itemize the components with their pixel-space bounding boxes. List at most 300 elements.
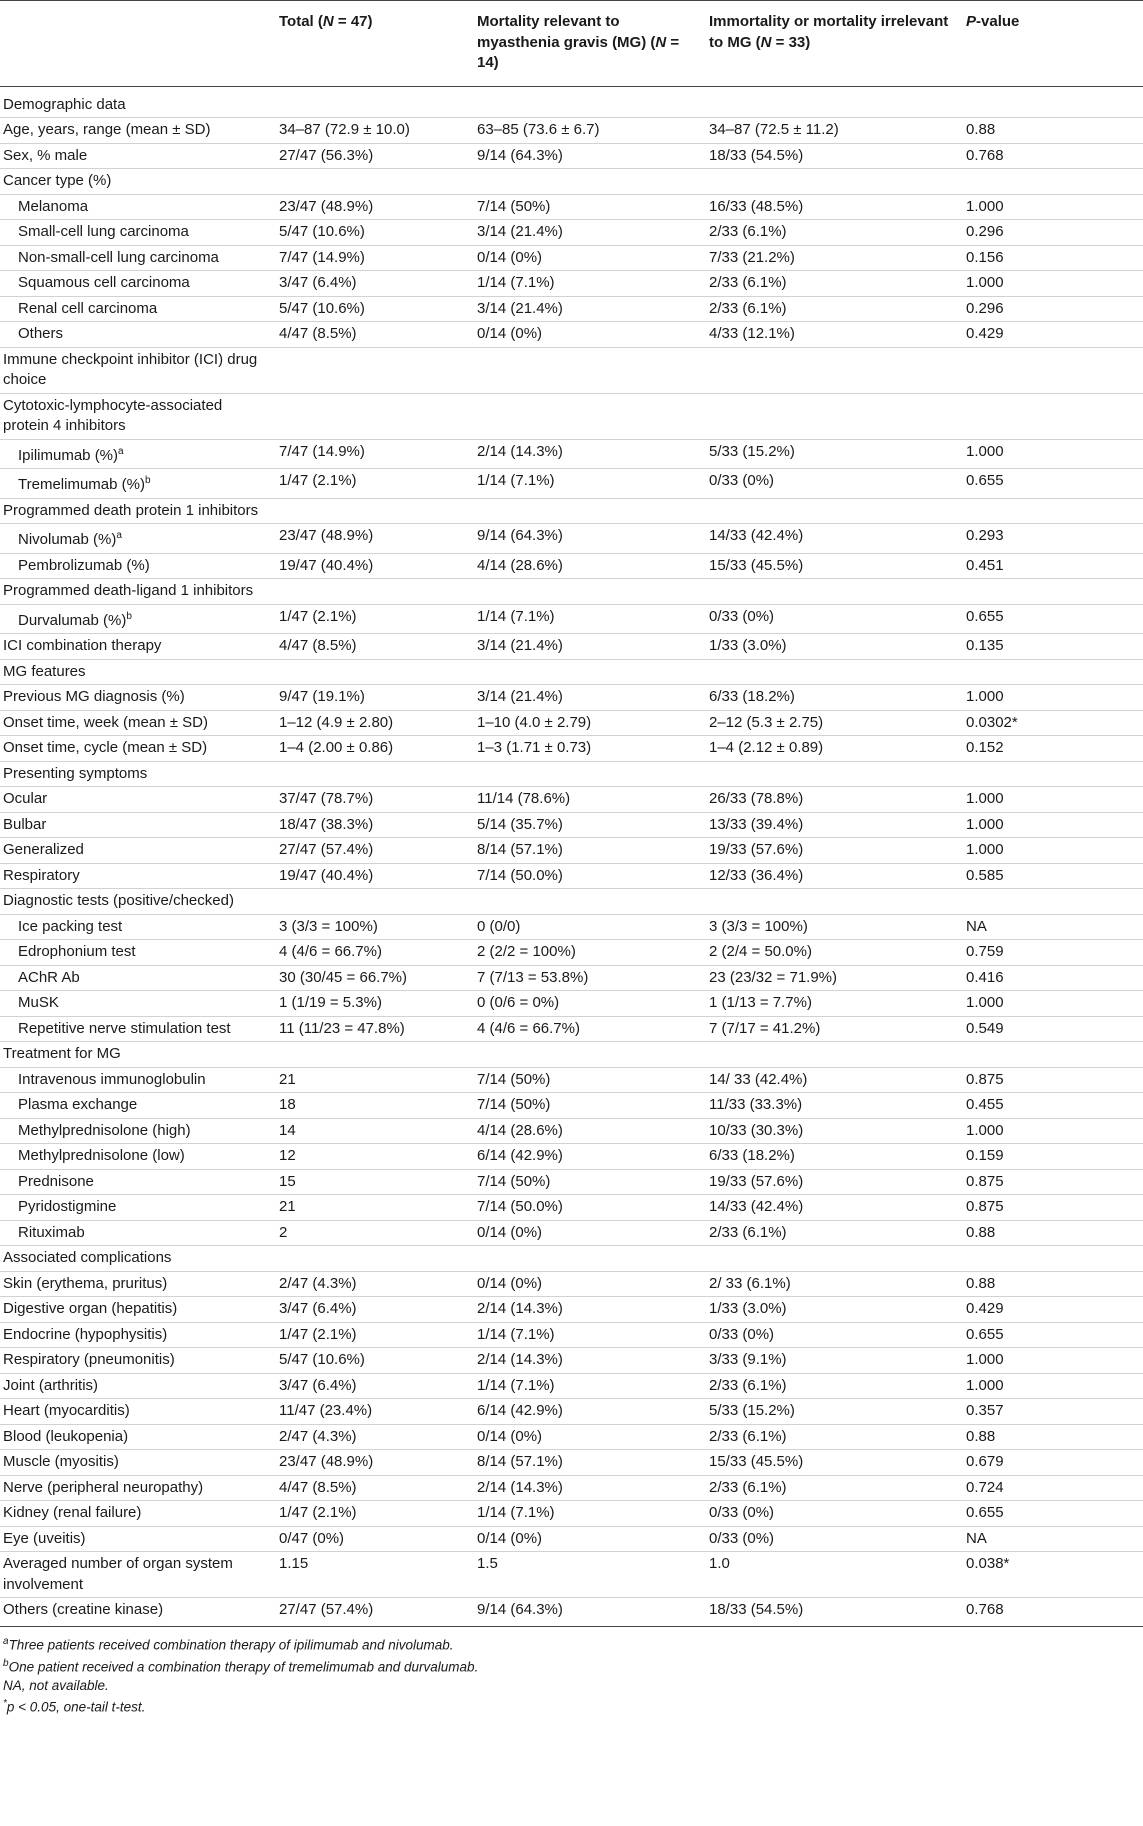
cell-immortality	[706, 393, 963, 439]
row-label-text: Age, years, range (mean ± SD)	[3, 121, 211, 138]
cell-p-value: 1.000	[963, 271, 1143, 297]
cell-p-value: 1.000	[963, 1348, 1143, 1374]
cell-mortality-mg: 8/14 (57.1%)	[474, 1450, 706, 1476]
cell-mortality-mg: 1–3 (1.71 ± 0.73)	[474, 736, 706, 762]
cell-immortality: 13/33 (39.4%)	[706, 812, 963, 838]
cell-p-value	[963, 659, 1143, 685]
footnote-marker: b	[144, 475, 151, 486]
cell-p-value: 0.357	[963, 1399, 1143, 1425]
row-label	[0, 1598, 276, 1627]
cell-immortality: 2/33 (6.1%)	[706, 1424, 963, 1450]
row-label	[0, 118, 276, 144]
cell-total: 1/47 (2.1%)	[276, 604, 474, 634]
row-label	[0, 761, 276, 787]
cell-immortality	[706, 1042, 963, 1068]
cell-mortality-mg: 0/14 (0%)	[474, 1220, 706, 1246]
table-row	[0, 1399, 1143, 1425]
cell-mortality-mg: 3/14 (21.4%)	[474, 220, 706, 246]
cell-immortality: 0/33 (0%)	[706, 469, 963, 499]
table-row	[0, 1093, 1143, 1119]
cell-p-value	[963, 169, 1143, 195]
cell-total: 18	[276, 1093, 474, 1119]
cell-total: 7/47 (14.9%)	[276, 245, 474, 271]
cell-mortality-mg: 2/14 (14.3%)	[474, 1348, 706, 1374]
table-row	[0, 1373, 1143, 1399]
row-label	[0, 710, 276, 736]
cell-total: 1/47 (2.1%)	[276, 1322, 474, 1348]
cell-p-value	[963, 1246, 1143, 1272]
table-body	[0, 86, 1143, 1626]
row-label-text: Skin (erythema, pruritus)	[3, 1274, 168, 1292]
cell-immortality	[706, 86, 963, 118]
cell-p-value: 0.152	[963, 736, 1143, 762]
cell-total: 1–12 (4.9 ± 2.80)	[276, 710, 474, 736]
cell-total	[276, 1042, 474, 1068]
cell-p-value: 0.135	[963, 634, 1143, 660]
cell-immortality: 0/33 (0%)	[706, 604, 963, 634]
cell-p-value: 0.451	[963, 553, 1143, 579]
cell-p-value	[963, 761, 1143, 787]
header-immortality: Immortality or mortality irrelevant to MG (N = 33)	[706, 1, 963, 87]
table-row	[0, 1220, 1143, 1246]
cell-mortality-mg: 3/14 (21.4%)	[474, 634, 706, 660]
cell-immortality: 0/33 (0%)	[706, 1526, 963, 1552]
cell-mortality-mg: 9/14 (64.3%)	[474, 143, 706, 169]
cell-total	[276, 761, 474, 787]
cell-mortality-mg: 7/14 (50%)	[474, 194, 706, 220]
row-label-text: Pembrolizumab (%)	[18, 556, 150, 574]
cell-mortality-mg	[474, 393, 706, 439]
cell-total: 2/47 (4.3%)	[276, 1424, 474, 1450]
row-label	[0, 1271, 276, 1297]
row-label-text: Heart (myocarditis)	[3, 1402, 130, 1419]
row-label	[0, 498, 276, 524]
cell-total: 30 (30/45 = 66.7%)	[276, 965, 474, 991]
cell-total: 21	[276, 1067, 474, 1093]
cell-p-value: 0.768	[963, 143, 1143, 169]
cell-mortality-mg: 0/14 (0%)	[474, 1526, 706, 1552]
table-row	[0, 710, 1143, 736]
cell-mortality-mg: 4/14 (28.6%)	[474, 1118, 706, 1144]
cell-immortality: 1/33 (3.0%)	[706, 634, 963, 660]
table-row	[0, 498, 1143, 524]
table-row	[0, 1016, 1143, 1042]
cell-total: 12	[276, 1144, 474, 1170]
row-label-text: ICI combination therapy	[3, 637, 162, 654]
cell-p-value	[963, 1042, 1143, 1068]
row-label-text: MuSK	[18, 994, 59, 1011]
table-row	[0, 1042, 1143, 1068]
cell-p-value: 0.875	[963, 1195, 1143, 1221]
footnote-text: Three patients received combination therapy of ipilimumab and nivolumab.	[8, 1637, 454, 1652]
cell-mortality-mg: 2 (2/2 = 100%)	[474, 940, 706, 966]
cell-mortality-mg	[474, 1246, 706, 1272]
cell-immortality: 15/33 (45.5%)	[706, 553, 963, 579]
cell-total	[276, 498, 474, 524]
cell-p-value: 0.655	[963, 1501, 1143, 1527]
cell-total: 0/47 (0%)	[276, 1526, 474, 1552]
row-label	[0, 940, 276, 966]
cell-total: 5/47 (10.6%)	[276, 1348, 474, 1374]
cell-mortality-mg	[474, 498, 706, 524]
cell-total: 14	[276, 1118, 474, 1144]
cell-p-value: 0.768	[963, 1598, 1143, 1627]
cell-mortality-mg: 9/14 (64.3%)	[474, 1598, 706, 1627]
table-row	[0, 812, 1143, 838]
row-label-text: Sex, % male	[3, 146, 88, 164]
cell-total: 4 (4/6 = 66.7%)	[276, 940, 474, 966]
cell-p-value: 0.455	[963, 1093, 1143, 1119]
row-label	[0, 812, 276, 838]
row-label	[0, 194, 276, 220]
footnote-marker: a	[116, 530, 122, 541]
table-footnotes	[0, 1627, 1143, 1718]
row-label-text: Previous MG diagnosis (%)	[3, 688, 185, 705]
cell-p-value: 1.000	[963, 991, 1143, 1017]
cell-total: 3/47 (6.4%)	[276, 271, 474, 297]
cell-mortality-mg: 7 (7/13 = 53.8%)	[474, 965, 706, 991]
cell-mortality-mg: 7/14 (50%)	[474, 1093, 706, 1119]
table-row	[0, 736, 1143, 762]
row-label-text: Treatment for MG	[3, 1045, 121, 1062]
header-label-column	[0, 1, 276, 87]
row-label-text: Respiratory (pneumonitis)	[3, 1351, 175, 1368]
cell-p-value: 0.429	[963, 322, 1143, 348]
row-label	[0, 469, 276, 499]
cell-immortality: 0/33 (0%)	[706, 1501, 963, 1527]
cell-mortality-mg: 0 (0/6 = 0%)	[474, 991, 706, 1017]
cell-total	[276, 659, 474, 685]
table-row	[0, 940, 1143, 966]
row-label	[0, 1348, 276, 1374]
table-row	[0, 271, 1143, 297]
cell-mortality-mg: 7/14 (50%)	[474, 1169, 706, 1195]
cell-total	[276, 579, 474, 605]
cell-total: 23/47 (48.9%)	[276, 194, 474, 220]
row-label	[0, 1093, 276, 1119]
cell-total	[276, 393, 474, 439]
cell-total: 27/47 (57.4%)	[276, 838, 474, 864]
row-label-text: Renal cell carcinoma	[18, 299, 158, 317]
cell-p-value: 0.585	[963, 863, 1143, 889]
footnote-mark: b	[3, 1657, 9, 1669]
cell-total: 21	[276, 1195, 474, 1221]
table-row	[0, 863, 1143, 889]
cell-mortality-mg: 1/14 (7.1%)	[474, 271, 706, 297]
cell-p-value: 0.549	[963, 1016, 1143, 1042]
cell-mortality-mg: 0/14 (0%)	[474, 1271, 706, 1297]
table-row	[0, 1526, 1143, 1552]
cell-mortality-mg: 5/14 (35.7%)	[474, 812, 706, 838]
cell-p-value: NA	[963, 1526, 1143, 1552]
cell-p-value: 1.000	[963, 194, 1143, 220]
footnote	[3, 1695, 1143, 1717]
row-label-text: Eye (uveitis)	[3, 1529, 86, 1547]
table-row	[0, 553, 1143, 579]
cell-mortality-mg: 7/14 (50%)	[474, 1067, 706, 1093]
cell-immortality	[706, 498, 963, 524]
row-label	[0, 245, 276, 271]
cell-p-value: 0.88	[963, 1220, 1143, 1246]
row-label	[0, 169, 276, 195]
cell-total: 23/47 (48.9%)	[276, 524, 474, 554]
row-label	[0, 143, 276, 169]
cell-total	[276, 1246, 474, 1272]
cell-total: 27/47 (57.4%)	[276, 1598, 474, 1627]
cell-total: 11 (11/23 = 47.8%)	[276, 1016, 474, 1042]
cell-mortality-mg	[474, 659, 706, 685]
row-label-text: Ipilimumab (%)	[18, 446, 119, 464]
cell-total: 4/47 (8.5%)	[276, 634, 474, 660]
row-label-text: Onset time, cycle (mean ± SD)	[3, 739, 208, 756]
row-label-text: Others (creatine kinase)	[3, 1601, 164, 1618]
row-label-text: Pyridostigmine	[18, 1198, 117, 1215]
table-row	[0, 1322, 1143, 1348]
row-label	[0, 347, 276, 393]
cell-total: 3/47 (6.4%)	[276, 1297, 474, 1323]
table-row	[0, 1552, 1143, 1598]
cell-p-value: 1.000	[963, 439, 1143, 469]
cell-immortality	[706, 761, 963, 787]
table-row	[0, 787, 1143, 813]
row-label	[0, 1118, 276, 1144]
table-row	[0, 469, 1143, 499]
row-label	[0, 579, 276, 605]
footnote	[3, 1633, 1143, 1655]
row-label-text: Muscle (myositis)	[3, 1453, 119, 1470]
cell-immortality: 1–4 (2.12 ± 0.89)	[706, 736, 963, 762]
cell-mortality-mg: 3/14 (21.4%)	[474, 685, 706, 711]
cell-mortality-mg: 4 (4/6 = 66.7%)	[474, 1016, 706, 1042]
cell-p-value: 1.000	[963, 787, 1143, 813]
row-label-text: Onset time, week (mean ± SD)	[3, 713, 208, 731]
cell-mortality-mg: 2/14 (14.3%)	[474, 439, 706, 469]
cell-p-value: 1.000	[963, 1373, 1143, 1399]
row-label-text: Tremelimumab (%)	[18, 476, 145, 493]
row-label-text: Methylprednisolone (low)	[18, 1147, 185, 1164]
cell-mortality-mg	[474, 579, 706, 605]
cell-total: 9/47 (19.1%)	[276, 685, 474, 711]
row-label	[0, 271, 276, 297]
row-label	[0, 1297, 276, 1323]
footnote-text: One patient received a combination therapy of tremelimumab and durvalumab.	[8, 1659, 479, 1675]
cell-immortality: 3/33 (9.1%)	[706, 1348, 963, 1374]
cell-p-value: 0.88	[963, 1424, 1143, 1450]
cell-immortality: 0/33 (0%)	[706, 1322, 963, 1348]
cell-immortality: 1.0	[706, 1552, 963, 1598]
header-p-value: P-value	[963, 1, 1143, 87]
table-header	[0, 1, 1143, 87]
cell-immortality: 19/33 (57.6%)	[706, 838, 963, 864]
row-label	[0, 220, 276, 246]
cell-mortality-mg: 4/14 (28.6%)	[474, 553, 706, 579]
footnote-mark: *	[3, 1698, 7, 1710]
row-label	[0, 1169, 276, 1195]
footnote-mark: a	[3, 1635, 9, 1647]
table-row	[0, 838, 1143, 864]
row-label	[0, 1195, 276, 1221]
cell-p-value: 0.655	[963, 604, 1143, 634]
header-row	[0, 1, 1143, 87]
table-row	[0, 296, 1143, 322]
table-row	[0, 439, 1143, 469]
row-label	[0, 1450, 276, 1476]
cell-mortality-mg: 7/14 (50.0%)	[474, 1195, 706, 1221]
table-row	[0, 1501, 1143, 1527]
cell-immortality: 2/33 (6.1%)	[706, 296, 963, 322]
cell-mortality-mg	[474, 169, 706, 195]
row-label-text: Melanoma	[18, 197, 89, 215]
row-label	[0, 524, 276, 554]
cell-p-value: 1.000	[963, 812, 1143, 838]
row-label-text: Endocrine (hypophysitis)	[3, 1325, 168, 1343]
cell-immortality: 5/33 (15.2%)	[706, 439, 963, 469]
row-label-text: MG features	[3, 662, 86, 680]
cell-immortality	[706, 169, 963, 195]
row-label-text: Joint (arthritis)	[3, 1376, 99, 1394]
table-row	[0, 579, 1143, 605]
row-label-text: Others	[18, 325, 64, 342]
row-label-text: Plasma exchange	[18, 1096, 138, 1113]
cell-total: 2/47 (4.3%)	[276, 1271, 474, 1297]
cell-total: 19/47 (40.4%)	[276, 863, 474, 889]
cell-total	[276, 889, 474, 915]
row-label-text: Methylprednisolone (high)	[18, 1121, 191, 1139]
cell-p-value: NA	[963, 914, 1143, 940]
row-label	[0, 965, 276, 991]
row-label	[0, 604, 276, 634]
table-row	[0, 1271, 1143, 1297]
table-row	[0, 1297, 1143, 1323]
table-row	[0, 685, 1143, 711]
cell-p-value: 0.875	[963, 1067, 1143, 1093]
cell-immortality	[706, 579, 963, 605]
cell-immortality: 12/33 (36.4%)	[706, 863, 963, 889]
row-label	[0, 1220, 276, 1246]
row-label-text: Ice packing test	[18, 917, 123, 935]
cell-mortality-mg: 6/14 (42.9%)	[474, 1399, 706, 1425]
row-label-text: Rituximab	[18, 1223, 85, 1241]
row-label	[0, 553, 276, 579]
cell-p-value: 0.296	[963, 220, 1143, 246]
cell-mortality-mg	[474, 889, 706, 915]
cell-mortality-mg: 11/14 (78.6%)	[474, 787, 706, 813]
cell-p-value: 0.655	[963, 1322, 1143, 1348]
cell-mortality-mg: 0 (0/0)	[474, 914, 706, 940]
table-row	[0, 1475, 1143, 1501]
row-label	[0, 86, 276, 118]
row-label	[0, 1552, 276, 1598]
row-label	[0, 1424, 276, 1450]
cell-immortality: 6/33 (18.2%)	[706, 685, 963, 711]
table-row	[0, 889, 1143, 915]
table-row	[0, 322, 1143, 348]
table-row	[0, 118, 1143, 144]
cell-total: 4/47 (8.5%)	[276, 1475, 474, 1501]
cell-mortality-mg: 8/14 (57.1%)	[474, 838, 706, 864]
table-row	[0, 1067, 1143, 1093]
cell-immortality: 10/33 (30.3%)	[706, 1118, 963, 1144]
cell-total	[276, 86, 474, 118]
row-label	[0, 991, 276, 1017]
cell-mortality-mg: 1–10 (4.0 ± 2.79)	[474, 710, 706, 736]
footnote-text: p < 0.05, one-tail t-test.	[6, 1699, 146, 1715]
cell-mortality-mg: 0/14 (0%)	[474, 322, 706, 348]
row-label	[0, 393, 276, 439]
cell-immortality	[706, 1246, 963, 1272]
cell-total: 23/47 (48.9%)	[276, 1450, 474, 1476]
cell-total	[276, 169, 474, 195]
cell-total: 7/47 (14.9%)	[276, 439, 474, 469]
table-row	[0, 86, 1143, 118]
row-label-text: Digestive organ (hepatitis)	[3, 1300, 178, 1317]
table-row	[0, 169, 1143, 195]
row-label	[0, 1526, 276, 1552]
row-label-text: Edrophonium test	[18, 943, 136, 960]
table-row	[0, 604, 1143, 634]
row-label-text: Small-cell lung carcinoma	[18, 223, 189, 240]
table-row	[0, 347, 1143, 393]
cell-p-value: 0.296	[963, 296, 1143, 322]
cell-total	[276, 347, 474, 393]
table-row	[0, 1424, 1143, 1450]
cell-total: 11/47 (23.4%)	[276, 1399, 474, 1425]
cell-immortality: 14/33 (42.4%)	[706, 524, 963, 554]
cell-immortality: 2/ 33 (6.1%)	[706, 1271, 963, 1297]
cell-p-value: 0.679	[963, 1450, 1143, 1476]
cell-total: 27/47 (56.3%)	[276, 143, 474, 169]
row-label-text: Associated complications	[3, 1249, 172, 1266]
row-label-text: Diagnostic tests (positive/checked)	[3, 892, 234, 909]
row-label	[0, 296, 276, 322]
cell-p-value: 0.156	[963, 245, 1143, 271]
cell-immortality: 23 (23/32 = 71.9%)	[706, 965, 963, 991]
cell-immortality: 2/33 (6.1%)	[706, 220, 963, 246]
row-label	[0, 1475, 276, 1501]
cell-immortality: 34–87 (72.5 ± 11.2)	[706, 118, 963, 144]
cell-immortality: 26/33 (78.8%)	[706, 787, 963, 813]
cell-immortality: 6/33 (18.2%)	[706, 1144, 963, 1170]
row-label	[0, 889, 276, 915]
cell-total: 5/47 (10.6%)	[276, 296, 474, 322]
cell-immortality: 2/33 (6.1%)	[706, 271, 963, 297]
cell-total: 37/47 (78.7%)	[276, 787, 474, 813]
cell-immortality: 4/33 (12.1%)	[706, 322, 963, 348]
cell-total: 34–87 (72.9 ± 10.0)	[276, 118, 474, 144]
table-row	[0, 1246, 1143, 1272]
cell-mortality-mg	[474, 86, 706, 118]
row-label-text: Squamous cell carcinoma	[18, 274, 190, 291]
cell-p-value: 1.000	[963, 838, 1143, 864]
cell-p-value: 0.293	[963, 524, 1143, 554]
cell-p-value: 0.159	[963, 1144, 1143, 1170]
header-mortality-mg: Mortality relevant to myasthenia gravis (MG) (N = 14)	[474, 1, 706, 87]
row-label	[0, 914, 276, 940]
cell-total: 3 (3/3 = 100%)	[276, 914, 474, 940]
row-label-text: Intravenous immunoglobulin	[18, 1070, 206, 1088]
row-label	[0, 439, 276, 469]
row-label	[0, 838, 276, 864]
row-label-text: Immune checkpoint inhibitor (ICI) drug choice	[3, 350, 258, 388]
cell-p-value: 0.429	[963, 1297, 1143, 1323]
cell-immortality: 14/33 (42.4%)	[706, 1195, 963, 1221]
row-label	[0, 736, 276, 762]
cell-mortality-mg	[474, 1042, 706, 1068]
table-row	[0, 143, 1143, 169]
cell-mortality-mg	[474, 761, 706, 787]
cell-mortality-mg: 3/14 (21.4%)	[474, 296, 706, 322]
table-row	[0, 393, 1143, 439]
